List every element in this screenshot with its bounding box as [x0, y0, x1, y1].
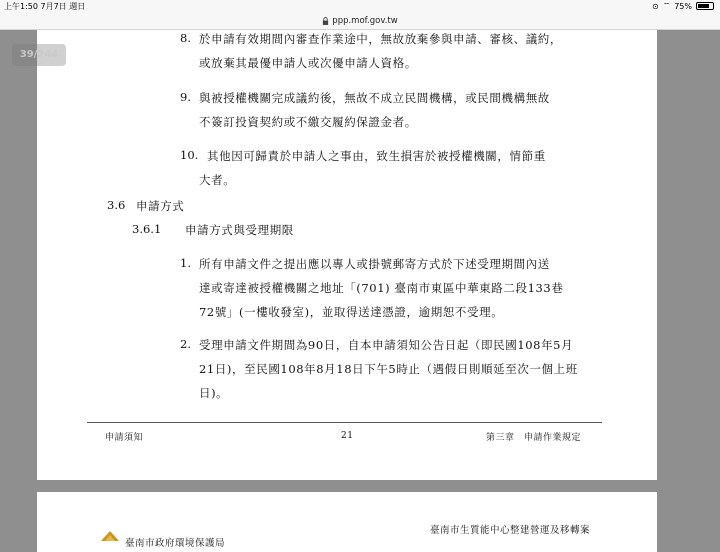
item-text: 其他因可歸責於申請人之事由，致生損害於被授權機關，情節重 [207, 149, 546, 163]
page-header-left: 臺南市政府環境保護局 [125, 538, 226, 549]
item-number: 9. [180, 90, 191, 104]
page-number: 21 [341, 431, 354, 441]
section-title: 申請方式 [136, 199, 185, 213]
item-text: 大者。 [199, 173, 236, 187]
item-text: 所有申請文件之提出應以專人或掛號郵寄方式於下述受理期間內送 [199, 257, 550, 271]
item-number: 8. [180, 31, 191, 45]
footer-left: 申請須知 [105, 433, 144, 443]
wifi-icon: ⌔ [662, 1, 671, 10]
battery-fill [698, 4, 709, 8]
url-text: ppp.mof.gov.tw [332, 16, 398, 26]
item-text: 日)。 [199, 386, 229, 400]
battery-percent: 75% [674, 1, 692, 11]
subsection-title: 申請方式與受理期限 [185, 223, 294, 237]
status-bar [0, 0, 720, 13]
page-header-right: 臺南市生質能中心整建營運及移轉案 [430, 525, 591, 536]
status-indicators [652, 1, 714, 11]
url-bar[interactable] [0, 13, 720, 30]
agency-logo-icon [99, 529, 121, 543]
item-number: 1. [180, 256, 191, 270]
item-text: 或放棄其最優申請人或次優申請人資格。 [199, 56, 417, 70]
battery-icon [696, 2, 714, 10]
item-text: 72號」(一樓收發室)，並取得送達憑證，逾期恕不受理。 [199, 305, 504, 319]
document-page [37, 492, 657, 552]
footer-right: 第三章 申請作業規定 [486, 433, 582, 443]
item-text: 21日)，至民國108年8月18日下午5時止（遇假日則順延至次一個上班 [199, 362, 578, 376]
rotation-lock-icon: ⊙ [651, 1, 659, 11]
item-text: 與被授權機關完成議約後，無故不成立民間機構，或民間機構無故 [199, 91, 550, 105]
item-number: 10. [180, 148, 199, 162]
status-time-date: 上午1:50 7月7日 週日 [4, 2, 86, 11]
section-number: 3.6 [107, 198, 126, 212]
item-text: 達或寄達被授權機關之地址「(701) 臺南市東區中華東路二段133巷 [199, 281, 564, 295]
item-text: 受理申請文件期間為90日，自本申請須知公告日起（即民國108年5月 [199, 338, 574, 352]
document-page [37, 30, 657, 480]
item-text: 不簽訂投資契約或不繳交履約保證金者。 [199, 115, 417, 129]
footer-rule [87, 422, 602, 423]
item-number: 2. [180, 337, 191, 351]
subsection-number: 3.6.1 [132, 222, 162, 236]
item-text: 於申請有效期間內審查作業途中，無故放棄參與申請、審核、議約， [199, 32, 562, 46]
page-counter: 39/244 [12, 44, 66, 66]
lock-icon [322, 17, 329, 25]
